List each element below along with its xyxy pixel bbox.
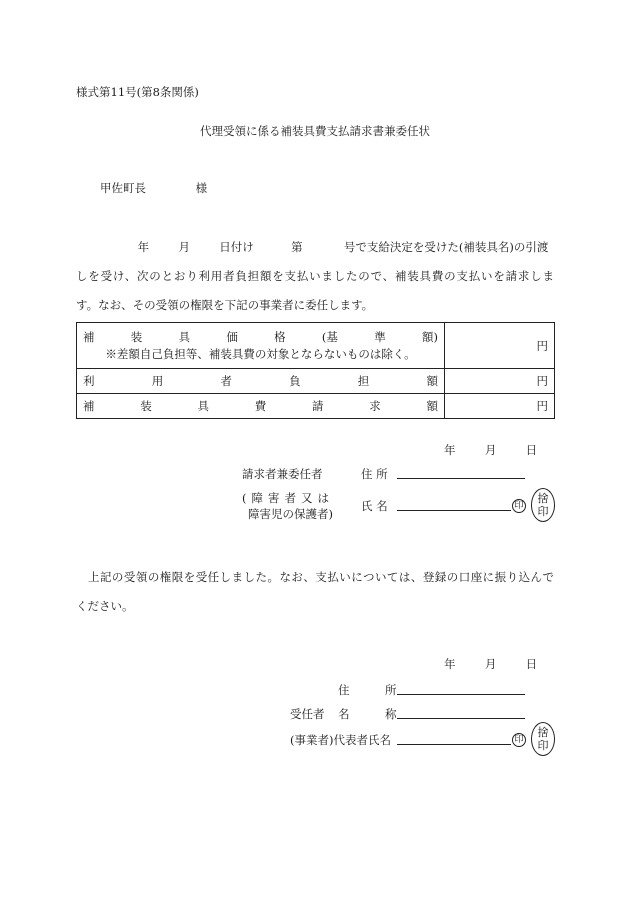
- addressee: [100, 180, 207, 196]
- claimant-role: 請求者兼委任者: [242, 467, 323, 481]
- stamp-bottom: 印: [537, 739, 549, 752]
- claimant-name-field[interactable]: [397, 498, 511, 511]
- claimant-address-field[interactable]: [397, 466, 525, 479]
- user-burden-label: [77, 369, 445, 394]
- agent-address-label-2: 所: [385, 683, 397, 697]
- date-day-label: 日: [525, 443, 538, 457]
- label-char: 額): [421, 330, 438, 344]
- claimant-role-note-1: (障害者又は: [242, 491, 334, 505]
- label-char: 費: [254, 399, 267, 413]
- addressee-honorific: 様: [195, 181, 208, 195]
- claimant-date: [444, 442, 537, 458]
- request-line-1: [76, 233, 554, 262]
- acceptance-paragraph: [76, 563, 554, 621]
- label-char: 格: [274, 330, 286, 344]
- acceptance-line-2: ください。: [76, 599, 134, 613]
- claim-amount-cell[interactable]: [445, 394, 555, 419]
- device-price-amount-cell[interactable]: [445, 323, 555, 369]
- request-line-2: しを受け、次のとおり利用者負担額を支払いましたので、補装具費の支払いを請求しま: [76, 269, 554, 283]
- label-char: 額: [426, 374, 438, 388]
- request-line-3: す。なお、その受領の権限を下記の事業者に委任します。: [76, 298, 374, 312]
- label-char: 具: [197, 399, 209, 413]
- label-char: (基: [321, 330, 338, 344]
- request-day-label: 日付け: [219, 240, 254, 254]
- discard-seal-icon: [531, 722, 555, 756]
- label-char: 利: [83, 374, 95, 388]
- label-char: 負: [289, 374, 301, 388]
- acceptance-line-1: 上記の受領の権限を受任しました。なお、支払いについては、登録の口座に振り込んで: [88, 570, 554, 584]
- yen-unit: 円: [536, 338, 548, 353]
- table-row: [77, 369, 555, 394]
- label-char: 額: [426, 399, 438, 413]
- agent-company-name-field[interactable]: [397, 706, 525, 719]
- label-char: 具: [178, 330, 191, 344]
- seal-mark-icon: 印: [512, 733, 526, 747]
- stamp-bottom: 印: [537, 505, 549, 518]
- date-year-label: 年: [444, 657, 456, 671]
- agent-date: [444, 656, 537, 672]
- claimant-name-label: 氏 名: [361, 499, 388, 513]
- label-char: 補: [83, 399, 95, 413]
- agent-name-label-1: 名: [338, 707, 350, 721]
- stamp-top: 捨: [537, 726, 549, 739]
- label-char: 準: [374, 330, 386, 344]
- label-char: 用: [151, 374, 164, 388]
- agent-representative-label: (事業者)代表者氏名: [290, 733, 391, 747]
- label-char: 担: [357, 374, 370, 388]
- addressee-name: 甲佐町長: [100, 181, 146, 195]
- stamp-top: 捨: [537, 492, 549, 505]
- table-row: [77, 323, 555, 369]
- label-char: 者: [220, 374, 232, 388]
- request-line-1-rest: 号で支給決定を受けた(補装具名)の引渡: [343, 240, 549, 254]
- label-char: 装: [140, 399, 152, 413]
- label-char: 装: [130, 330, 143, 344]
- claimant-role-note-2: 障害児の保護者): [248, 507, 333, 521]
- document-title: 代理受領に係る補装具費支払請求書兼委任状: [200, 124, 430, 138]
- date-month-label: 月: [484, 443, 497, 457]
- date-month-label: 月: [484, 657, 497, 671]
- date-day-label: 日: [525, 657, 538, 671]
- agent-address-field[interactable]: [397, 682, 525, 695]
- agent-name-label-2: 称: [385, 707, 397, 721]
- agent-address-label-1: 住: [338, 683, 350, 697]
- device-price-label: [77, 323, 445, 369]
- amounts-table: [76, 322, 555, 419]
- label-char: 補: [83, 330, 95, 344]
- agent-role: 受任者: [290, 707, 325, 721]
- device-price-note: ※差額自己負担等、補装具費の対象とならないものは除く。: [105, 347, 416, 361]
- label-char: 請: [312, 399, 324, 413]
- request-number-prefix: 第: [291, 240, 303, 254]
- claimant-address-label: 住 所: [361, 467, 388, 481]
- request-year-label: 年: [137, 240, 150, 254]
- user-burden-amount-cell[interactable]: [445, 369, 555, 394]
- discard-seal-icon: [531, 488, 555, 522]
- request-paragraph: [76, 233, 554, 320]
- yen-unit: 円: [536, 399, 548, 413]
- label-char: 価: [226, 330, 238, 344]
- agent-representative-field[interactable]: [397, 732, 511, 745]
- seal-mark-icon: 印: [512, 499, 526, 513]
- label-char: 求: [369, 399, 381, 413]
- claim-amount-label: [77, 394, 445, 419]
- yen-unit: 円: [536, 374, 548, 388]
- table-row: [77, 394, 555, 419]
- date-year-label: 年: [444, 443, 456, 457]
- request-month-label: 月: [178, 240, 190, 254]
- form-number: 様式第11号(第8条関係): [76, 85, 199, 99]
